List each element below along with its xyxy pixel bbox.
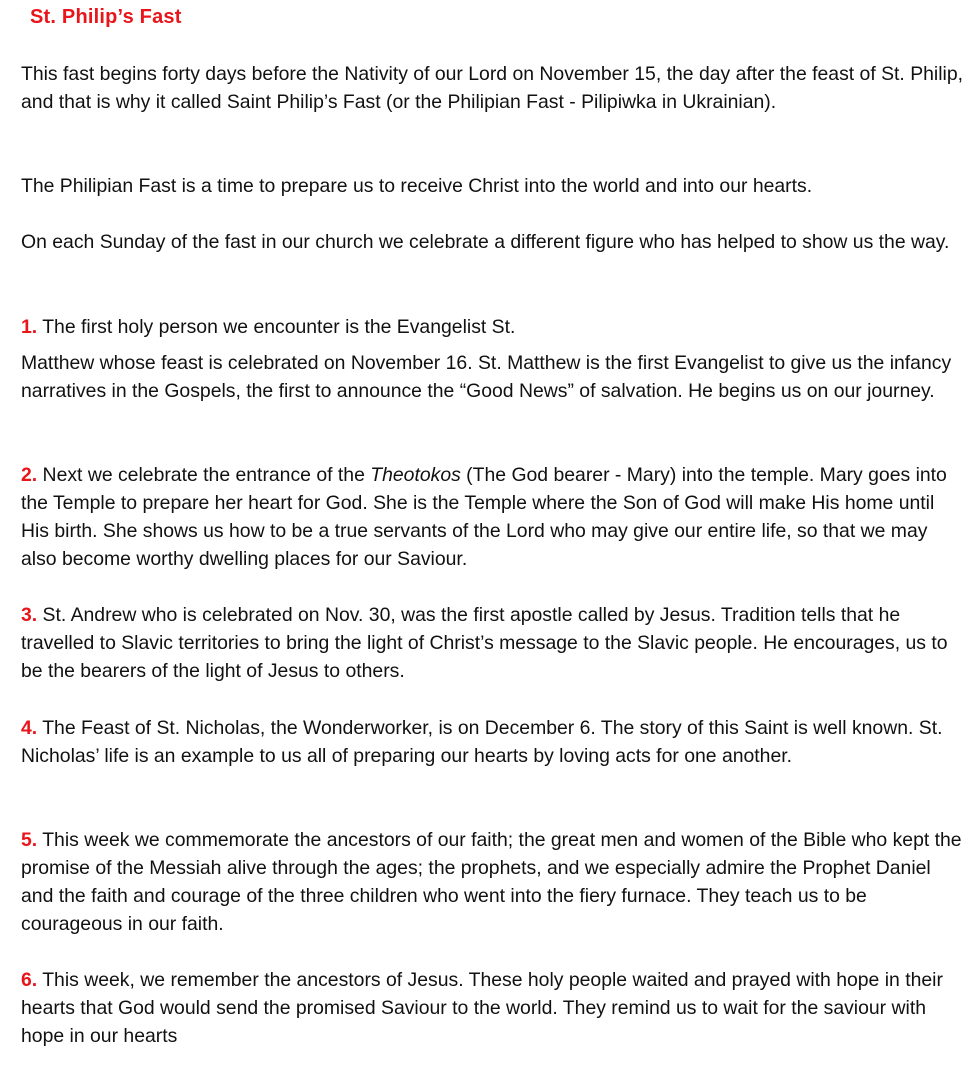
- list-item-text: (The God bearer - Mary) into the temple. Mary goes into the Temple to prepare her heart for God. She is the Temple where the Son of God will make His home until His birth. She shows us how to be a true servants of the Lord who may give our entire life, so that we may also become worthy dwelling places for our Saviour.: [21, 464, 947, 570]
- list-item-2: [21, 461, 966, 573]
- list-item-number: 3.: [21, 604, 38, 626]
- list-item-number: 5.: [21, 829, 38, 851]
- list-item-3: [21, 601, 966, 685]
- intro-paragraph-2: The Philipian Fast is a time to prepare us to receive Christ into the world and into our hearts.: [21, 175, 813, 197]
- document-title: St. Philip’s Fast: [30, 6, 182, 28]
- list-item-6: [21, 966, 966, 1050]
- intro-paragraph-1: This fast begins forty days before the Nativity of our Lord on November 15, the day after the feast of St. Philip, and that is why it called Saint Philip’s Fast (or the Philipian Fast - Pilipiwka in Ukrainian).: [21, 63, 964, 113]
- list-item-4: [21, 714, 966, 770]
- list-item-number: 4.: [21, 717, 38, 739]
- list-item-italic-term: Theotokos: [370, 464, 461, 486]
- list-item-number: 6.: [21, 969, 38, 991]
- list-item-1-continuation: Matthew whose feast is celebrated on November 16. St. Matthew is the first Evangelist to give us the infancy narratives in the Gospels, the first to announce the “Good News” of salvation. He begins us on our journey.: [21, 352, 952, 402]
- list-item-text: Next we celebrate the entrance of the: [37, 464, 371, 486]
- list-item-text: This week, we remember the ancestors of Jesus. These holy people waited and prayed with hope in their hearts that God would send the promised Saviour to the world. They remind us to wait for the saviour with hope in our hearts: [21, 969, 943, 1047]
- list-item-number: 2.: [21, 464, 38, 486]
- list-item-text: St. Andrew who is celebrated on Nov. 30, was the first apostle called by Jesus. Tradition tells that he travelled to Slavic territories to bring the light of Christ’s message to the Slavic people. He encourages, us to be the bearers of the light of Jesus to others.: [21, 604, 948, 682]
- list-item-text: This week we commemorate the ancestors of our faith; the great men and women of the Bible who kept the promise of the Messiah alive through the ages; the prophets, and we especially admire the Prophet Daniel and the faith and courage of the three children who went into the fiery furnace. They teach us to be courageous in our faith.: [21, 829, 962, 935]
- list-item-5: [21, 826, 966, 938]
- list-item-number: 1.: [21, 316, 38, 338]
- intro-paragraph-3: On each Sunday of the fast in our church we celebrate a different figure who has helped to show us the way.: [21, 231, 950, 253]
- list-item-text: The Feast of St. Nicholas, the Wonderworker, is on December 6. The story of this Saint is well known. St. Nicholas’ life is an example to us all of preparing our hearts by loving acts for one another.: [21, 717, 943, 767]
- list-item-1-first-line: [21, 313, 966, 341]
- list-item-text: The first holy person we encounter is the Evangelist St.: [37, 316, 516, 338]
